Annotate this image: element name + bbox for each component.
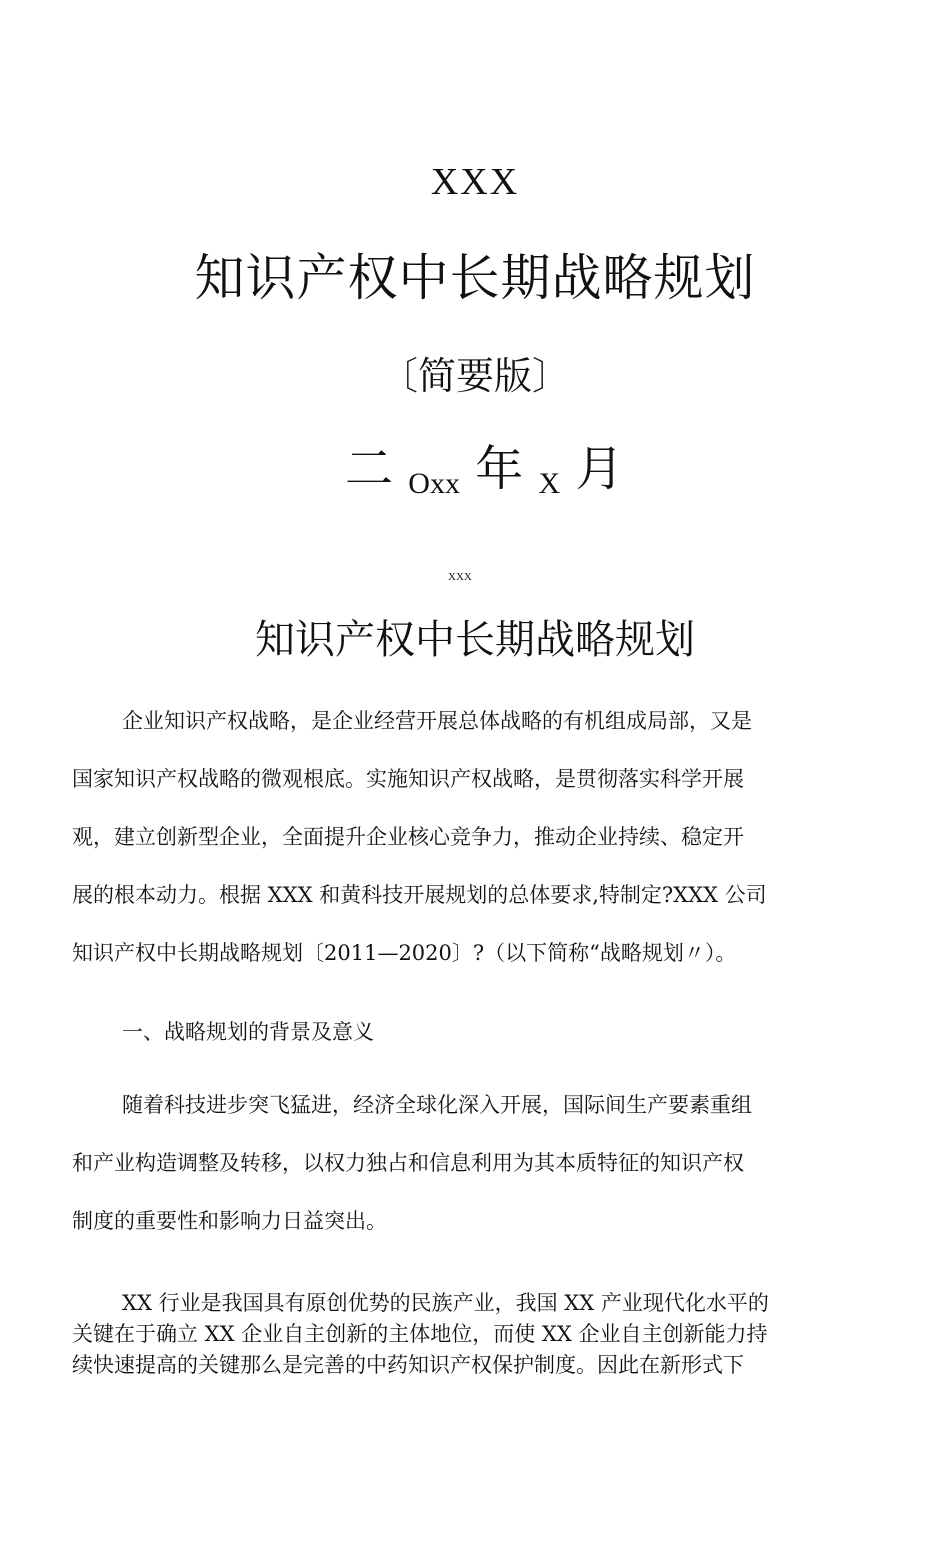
paragraph-line: 企业知识产权战略，是企业经营开展总体战略的有机组成局部，又是 <box>122 709 752 733</box>
paragraph-line: 制度的重要性和影响力日益突出。 <box>72 1209 387 1233</box>
paragraph-line: 观，建立创新型企业，全面提升企业核心竞争力，推动企业持续、稳定开 <box>72 825 744 849</box>
cover-date-month-suffix: 月 <box>575 441 624 497</box>
cover-subtitle: 〔简要版〕 <box>379 354 570 398</box>
paragraph-line: 知识产权中长期战略规划〔2011—2020〕?（以下简称“战略规划〃）。 <box>72 941 737 965</box>
doc-org-name: XXX <box>448 571 472 583</box>
cover-org-name: XXX <box>430 161 520 203</box>
cover-date-month: X <box>538 467 561 500</box>
paragraph-line: 续快速提高的关键那么是完善的中药知识产权保护制度。因此在新形式下 <box>72 1353 744 1377</box>
paragraph-line: 国家知识产权战略的微观根底。实施知识产权战略，是贯彻落实科学开展 <box>72 767 744 791</box>
cover-date <box>345 430 623 499</box>
paragraph-line: 和产业构造调整及转移，以权力独占和信息利用为其本质特征的知识产权 <box>72 1151 744 1175</box>
paragraph-line: 展的根本动力。根据 XXX 和黄科技开展规划的总体要求,特制定?XXX 公司 <box>72 883 767 907</box>
paragraph-line: XX 行业是我国具有原创优势的民族产业，我国 XX 产业现代化水平的 <box>122 1291 769 1315</box>
paragraph-line: 关键在于确立 XX 企业自主创新的主体地位，而使 XX 企业自主创新能力持 <box>72 1322 768 1346</box>
intro-paragraph <box>72 692 887 982</box>
cover-date-year-suffix: 年 <box>475 441 524 497</box>
doc-title: 知识产权中长期战略规划 <box>255 617 695 663</box>
section-paragraph <box>72 1076 887 1250</box>
paragraph-line: 随着科技进步突飞猛进，经济全球化深入开展，国际间生产要素重组 <box>122 1093 752 1117</box>
section-paragraph-2 <box>72 1288 887 1381</box>
cover-date-prefix: 二 <box>345 441 394 497</box>
section-heading: 一、战略规划的背景及意义 <box>122 1020 374 1044</box>
cover-date-year: Oxx <box>408 467 460 500</box>
cover-title: 知识产权中长期战略规划 <box>194 249 756 307</box>
